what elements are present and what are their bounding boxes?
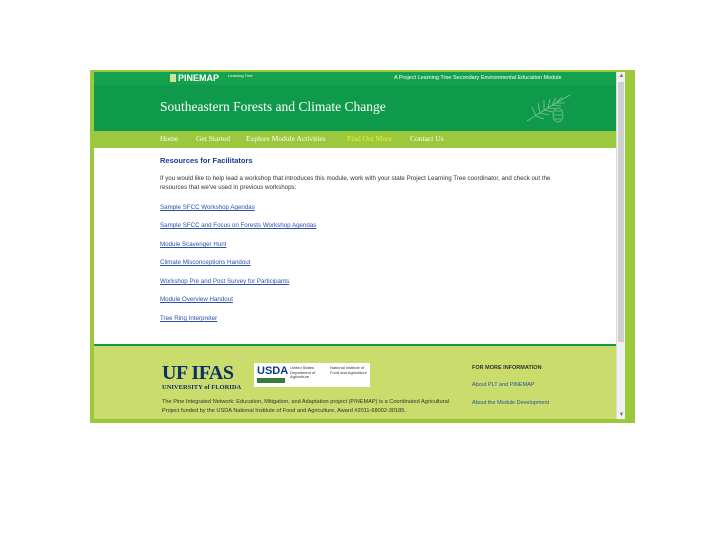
nifa-text: National Institute of Food and Agriculture	[330, 365, 367, 375]
uf-ifas-logo[interactable]: UF IFAS	[162, 362, 234, 384]
scroll-down-arrow-icon[interactable]: ▼	[618, 412, 625, 418]
scroll-up-arrow-icon[interactable]: ▲	[618, 73, 625, 79]
nav-get-started[interactable]: Get Started	[196, 134, 230, 143]
resource-link[interactable]: Module Scavenger Hunt	[160, 241, 227, 248]
resource-link[interactable]: Tree Ring Interpreter	[160, 315, 218, 322]
site-banner	[94, 85, 616, 131]
uf-ifas-logo-subtitle: UNIVERSITY of FLORIDA	[162, 384, 242, 391]
more-info-title: FOR MORE INFORMATION	[472, 365, 542, 371]
top-bar	[94, 72, 616, 85]
nav-contact-us[interactable]: Contact Us	[410, 134, 444, 143]
screenshot-frame	[90, 70, 635, 423]
resource-link[interactable]: Module Overview Handout	[160, 296, 233, 303]
scrollbar-thumb[interactable]	[618, 82, 624, 342]
nav-home[interactable]: Home	[160, 134, 179, 143]
nav-find-out-more[interactable]: Find Out More	[347, 134, 392, 143]
usda-department-text: United States Department of Agriculture	[290, 365, 316, 380]
section-title: Resources for Facilitators	[160, 156, 253, 165]
resource-link[interactable]: Sample SFCC Workshop Agendas	[160, 204, 255, 211]
project-learning-tree-logo[interactable]: Learning Tree	[228, 73, 253, 78]
footer-divider	[94, 344, 616, 346]
usda-logo-icon	[257, 378, 285, 383]
nav-explore-module-activities[interactable]: Explore Module Activities	[246, 134, 326, 143]
main-nav	[94, 131, 616, 148]
pinemap-logo[interactable]	[170, 73, 219, 83]
more-info-link[interactable]: About PLT and PINEMAP	[472, 382, 535, 388]
resource-link[interactable]: Workshop Pre and Post Survey for Participants	[160, 278, 290, 285]
intro-text: If you would like to help lead a workshop that introduces this module, work with your state Project Learning Tree coordinator, and check out the resources that we've used in previous workshops:	[160, 175, 551, 191]
pinemap-logo-text: PINEMAP	[178, 73, 220, 83]
site-footer	[94, 344, 616, 419]
vertical-scrollbar[interactable]	[616, 72, 625, 419]
header-tagline: A Project Learning Tree Secondary Environmental Education Module	[394, 75, 562, 81]
browser-page	[94, 72, 625, 419]
resource-link[interactable]: Sample SFCC and Focus on Forests Workshop Agendas	[160, 222, 317, 229]
usda-nifa-logo[interactable]	[254, 363, 370, 387]
resource-link[interactable]: Climate Misconceptions Handout	[160, 259, 251, 266]
more-info-link[interactable]: About the Module Development	[472, 400, 550, 406]
usda-logo-text: USDA	[257, 365, 289, 377]
footer-description: The Pine Integrated Network: Education, Mitigation, and Adaptation project (PINEMAP) is a Coordinated Agricultural Project funded by the USDA National Institute of Food and Agriculture, Award #2011-68002-30185.	[162, 399, 449, 414]
pine-branch-icon	[522, 91, 574, 125]
site-title[interactable]: Southeastern Forests and Climate Change	[160, 99, 386, 114]
pine-tree-icon	[170, 74, 176, 82]
